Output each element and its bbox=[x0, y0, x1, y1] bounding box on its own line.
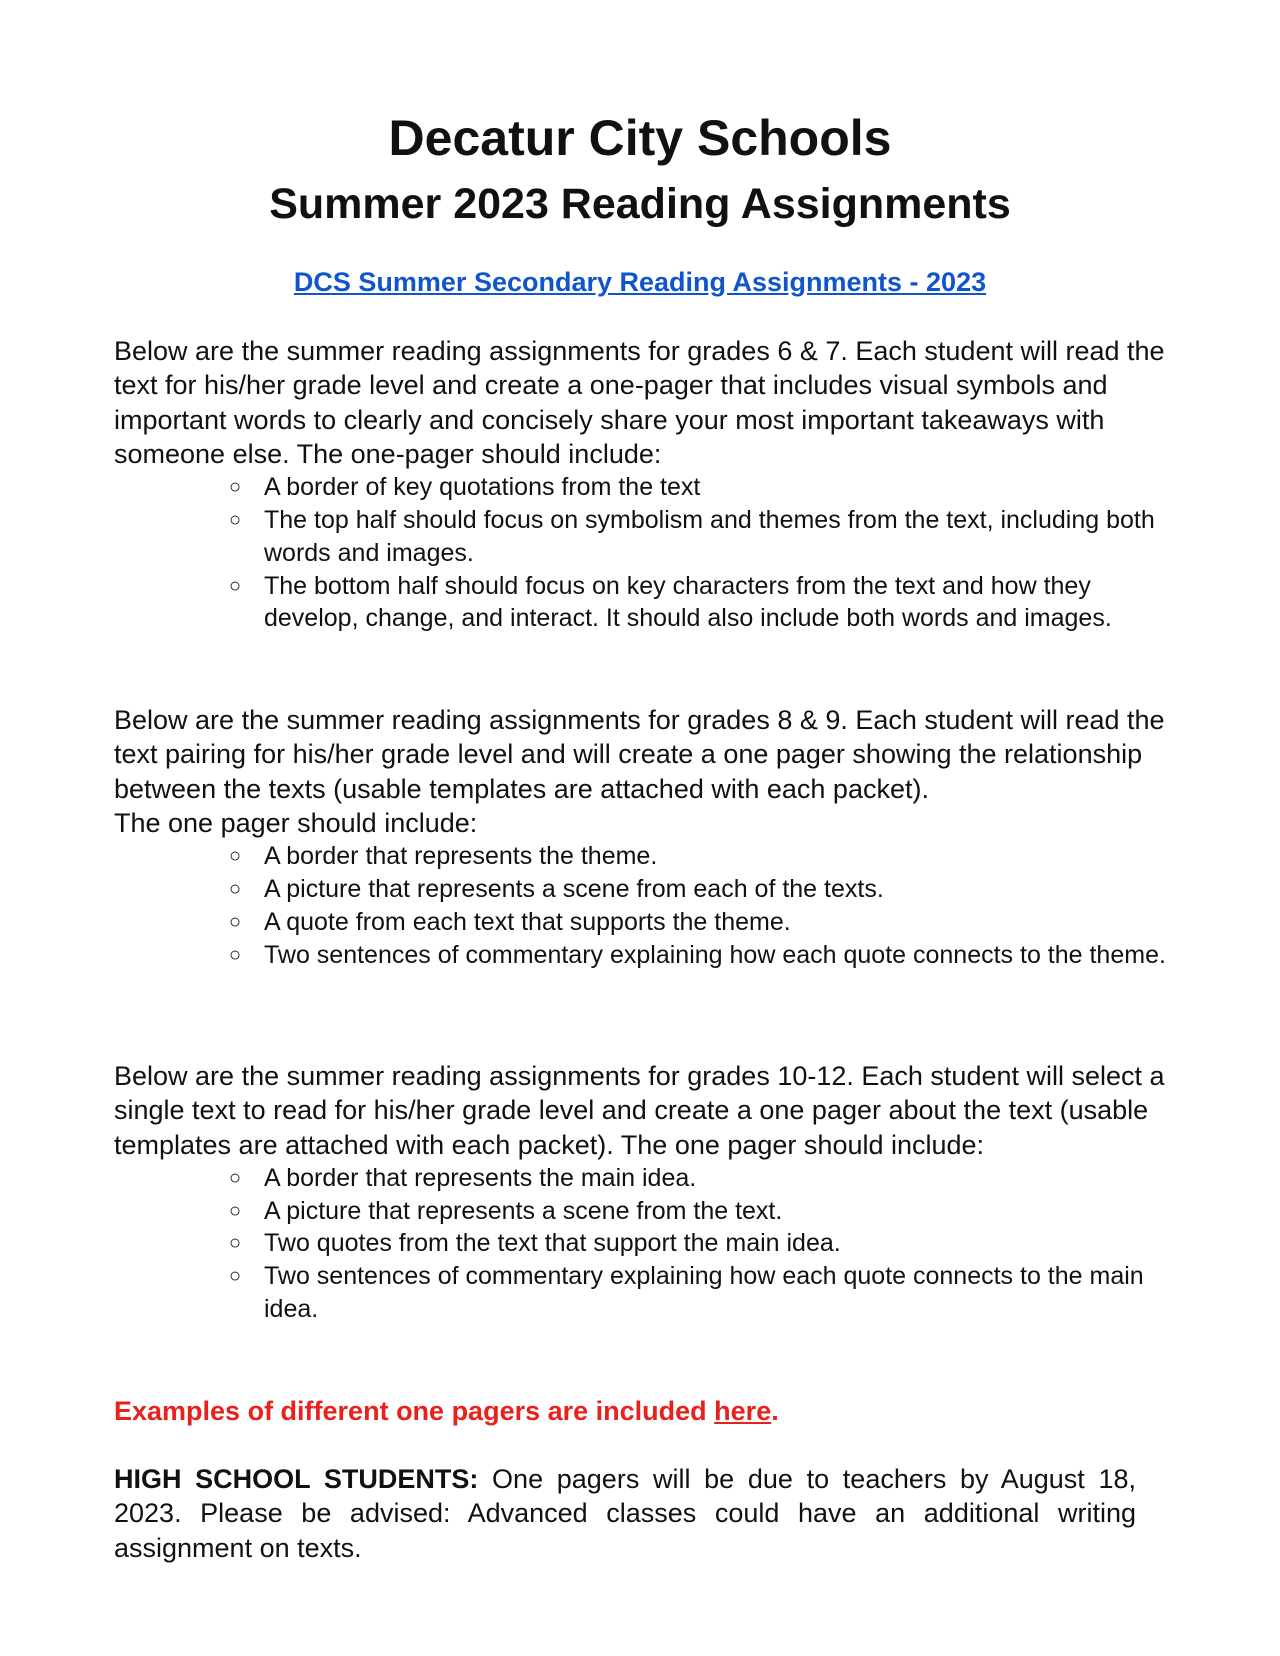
requirements-list bbox=[114, 1162, 1174, 1326]
bullet-circle-icon: ○ bbox=[229, 1199, 242, 1222]
bullet-circle-icon: ○ bbox=[229, 1265, 242, 1288]
requirements-list bbox=[114, 840, 1174, 971]
list-item: ○ The top half should focus on symbolism and themes from the text, including both words and images. bbox=[229, 505, 1155, 567]
section-paragraph: Below are the summer reading assignments for grades 10-12. Each student will select a single text to read for his/her grade level and create a one pager about the text (usable templates are attached with each packet). The one pager should include: bbox=[114, 1061, 1165, 1160]
bullet-circle-icon: ○ bbox=[229, 1232, 242, 1255]
list-item: ○ Two sentences of commentary explaining how each quote connects to the main idea. bbox=[229, 1262, 1144, 1324]
section-grades-8-9 bbox=[114, 703, 1174, 971]
reading-assignments-link-container bbox=[0, 266, 1280, 298]
list-item: ○ A border of key quotations from the text bbox=[264, 471, 1174, 504]
list-item: ○ A quote from each text that supports the theme. bbox=[264, 906, 1174, 939]
list-item: ○ A border that represents the main idea. bbox=[264, 1162, 1174, 1195]
examples-here-link[interactable]: here bbox=[714, 1396, 772, 1426]
list-item: ○ Two sentences of commentary explaining how each quote connects to the theme. bbox=[264, 939, 1174, 972]
list-item: ○ The bottom half should focus on key characters from the text and how they develop, change, and interact. It should also include both words and images. bbox=[229, 571, 1112, 633]
requirements-list bbox=[114, 471, 1174, 635]
section-grades-6-7 bbox=[114, 334, 1174, 635]
reading-assignments-link[interactable]: DCS Summer Secondary Reading Assignments - 2023 bbox=[293, 267, 987, 297]
examples-note: Examples of different one pagers are included here. bbox=[114, 1396, 779, 1426]
bullet-circle-icon: ○ bbox=[229, 1166, 242, 1189]
bullet-circle-icon: ○ bbox=[229, 845, 242, 868]
section-paragraph: Below are the summer reading assignments for grades 6 & 7. Each student will read the text for his/her grade level and create a one-pager that includes visual symbols and important words to clearly and concisely share your most important takeaways with someone else. The one-pager should include: bbox=[114, 336, 1165, 469]
bullet-circle-icon: ○ bbox=[229, 508, 242, 531]
list-item: ○ Two quotes from the text that support the main idea. bbox=[264, 1227, 1174, 1260]
list-item: ○ A picture that represents a scene from each of the texts. bbox=[264, 873, 1174, 906]
list-item: ○ A border that represents the theme. bbox=[264, 840, 1174, 873]
section-paragraph: Below are the summer reading assignments for grades 8 & 9. Each student will read the text pairing for his/her grade level and will create a one pager showing the relationship between the texts (usable templates are attached with each packet). bbox=[114, 705, 1165, 804]
bullet-circle-icon: ○ bbox=[229, 877, 242, 900]
bullet-circle-icon: ○ bbox=[229, 574, 242, 597]
section-intro: The one pager should include: bbox=[114, 807, 478, 838]
section-grades-10-12 bbox=[114, 1059, 1174, 1326]
bullet-circle-icon: ○ bbox=[229, 910, 242, 933]
document-subtitle: Summer 2023 Reading Assignments bbox=[269, 180, 1011, 228]
bullet-circle-icon: ○ bbox=[229, 476, 242, 499]
bullet-circle-icon: ○ bbox=[229, 943, 242, 966]
list-item: ○ A picture that represents a scene from the text. bbox=[264, 1195, 1174, 1228]
document-title: Decatur City Schools bbox=[388, 110, 892, 166]
high-school-notice: HIGH SCHOOL STUDENTS: One pagers will be due to teachers by August 18, 2023. Please be advised: Advanced classes could have an additional writing assignment on texts. bbox=[114, 1464, 1137, 1563]
high-school-label: HIGH SCHOOL STUDENTS: bbox=[114, 1464, 479, 1494]
